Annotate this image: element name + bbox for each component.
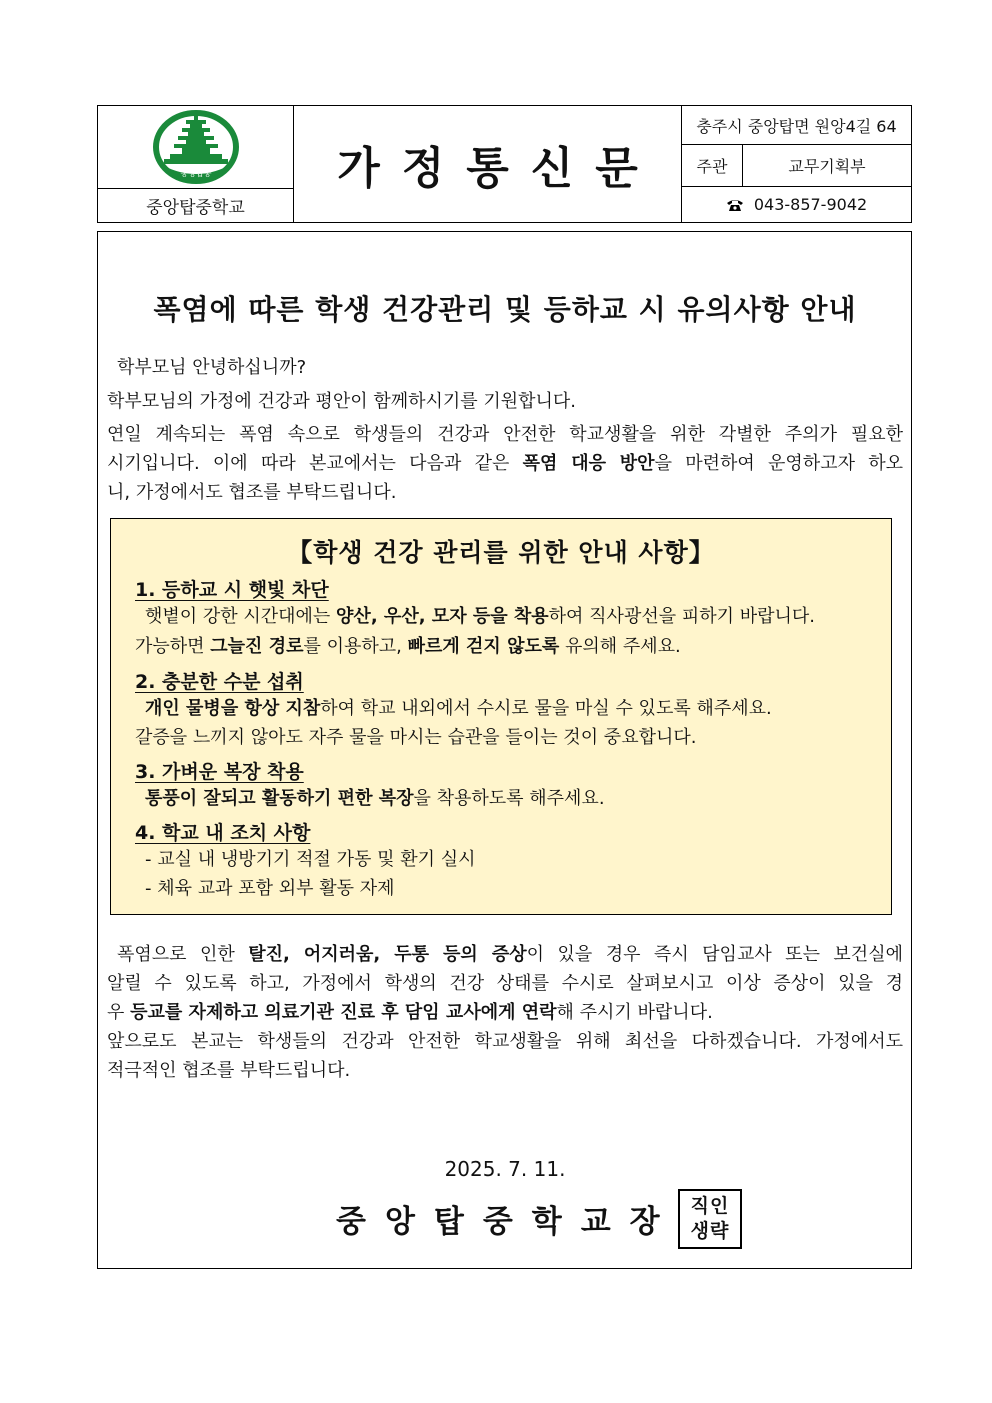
phone-cell <box>682 187 911 222</box>
greeting: 학부모님 안녕하십니까? <box>117 357 307 378</box>
section-1-line-2 <box>135 633 885 661</box>
dept-value: 교무기획부 <box>743 145 911 187</box>
text-span: 하여 직사광선을 피하기 바랍니다. <box>548 606 815 627</box>
text-span: 폭염으로 인한 <box>117 944 249 965</box>
guidance-box-title: 【학생 건강 관리를 위한 안내 사항】 <box>287 538 715 567</box>
closing-line-5: 적극적인 협조를 부탁드립니다. <box>107 1060 351 1081</box>
document-title: 가정통신문 <box>294 106 682 222</box>
notice-title: 폭염에 따른 학생 건강관리 및 등하교 시 유의사항 안내 <box>153 293 857 326</box>
logo-cell <box>98 106 294 189</box>
intro-paragraph-2-line-1: 연일 계속되는 폭염 속으로 학생들의 건강과 안전한 학교생활을 위한 각별한 주의가 필요한 <box>107 424 903 445</box>
principal-signature: 중앙탑중학교장 <box>336 1204 679 1240</box>
text-span: 가능하면 <box>135 636 211 657</box>
text-span: 햇볕이 강한 시간대에는 <box>145 606 337 627</box>
intro-paragraph-2-line-3: 니, 가정에서도 협조를 부탁드립니다. <box>107 482 397 503</box>
seal-stamp <box>678 1189 742 1249</box>
emphasis-text: 빠르게 걷지 않도록 <box>407 636 560 657</box>
seal-line-1: 직인 <box>690 1195 730 1217</box>
text-span: 시기입니다. 이에 따라 본교에서는 다음과 같은 <box>107 453 523 474</box>
text-span: 를 이용하고, <box>303 636 408 657</box>
text-span: 해 주시기 바랍니다. <box>556 1002 713 1023</box>
school-address: 충주시 중앙탑면 원앙4길 64 <box>682 106 911 145</box>
guidance-box <box>110 518 892 915</box>
section-2-line-2: 갈증을 느끼지 않아도 자주 물을 마시는 습관을 들이는 것이 중요합니다. <box>135 727 697 748</box>
text-span: 우 <box>107 1002 131 1023</box>
closing-line-4: 앞으로도 본교는 학생들의 건강과 안전한 학교생활을 위해 최선을 다하겠습니다. 가정에서도 <box>107 1031 903 1052</box>
section-4-line-1: - 교실 내 냉방기기 적절 가동 및 환기 실시 <box>145 849 476 870</box>
text-span: 을 마련하여 운영하고자 하오 <box>654 453 904 474</box>
emphasis-text: 통풍이 잘되고 활동하기 편한 복장 <box>145 788 414 809</box>
seal-line-2: 생략 <box>690 1220 730 1242</box>
header-table <box>97 105 912 223</box>
section-1-line-1 <box>135 603 885 631</box>
text-span: 유의해 주세요. <box>559 636 681 657</box>
school-logo <box>98 106 294 189</box>
section-1-heading: 1. 등하교 시 햇빛 차단 <box>135 579 329 601</box>
section-3-heading: 3. 가벼운 복장 착용 <box>135 761 304 783</box>
emphasis-text: 탈진, 어지러움, 두통 등의 증상 <box>248 944 527 965</box>
section-2-line-1 <box>135 695 885 723</box>
closing-line-1 <box>107 940 903 969</box>
issue-date: 2025. 7. 11. <box>444 1157 566 1181</box>
emphasis-text: 폭염 대응 방안 <box>522 453 655 474</box>
intro-paragraph-2-line-2 <box>107 449 903 478</box>
school-name: 중앙탑중학교 <box>98 189 294 222</box>
section-3-line-1 <box>135 785 885 813</box>
emphasis-text: 등교를 자제하고 의료기관 진료 후 담임 교사에게 연락 <box>130 1002 557 1023</box>
intro-paragraph-1: 학부모님의 가정에 건강과 평안이 함께하시기를 기원합니다. <box>107 391 577 412</box>
closing-line-3 <box>107 998 903 1027</box>
phone-number: 043-857-9042 <box>753 195 868 214</box>
telephone-icon <box>726 198 744 212</box>
closing-line-2: 알릴 수 있도록 하고, 가정에서 학생의 건강 상태를 수시로 살펴보시고 이상 증상이 있을 경 <box>107 973 903 994</box>
text-span: 이 있을 경우 즉시 담임교사 또는 보건실에 <box>526 944 903 965</box>
section-2-heading: 2. 충분한 수분 섭취 <box>135 671 304 693</box>
text-span: 을 착용하도록 해주세요. <box>413 788 605 809</box>
emphasis-text: 양산, 우산, 모자 등을 착용 <box>336 606 549 627</box>
emphasis-text: 개인 물병을 항상 지참 <box>145 698 321 719</box>
dept-label: 주관 <box>682 145 743 187</box>
section-4-heading: 4. 학교 내 조치 사항 <box>135 822 311 844</box>
section-4-line-2: - 체육 교과 포함 외부 활동 자제 <box>145 878 395 899</box>
text-span: 하여 학교 내외에서 수시로 물을 마실 수 있도록 해주세요. <box>320 698 772 719</box>
logo-text: 중앙탑중 <box>180 169 212 178</box>
emphasis-text: 그늘진 경로 <box>210 636 304 657</box>
